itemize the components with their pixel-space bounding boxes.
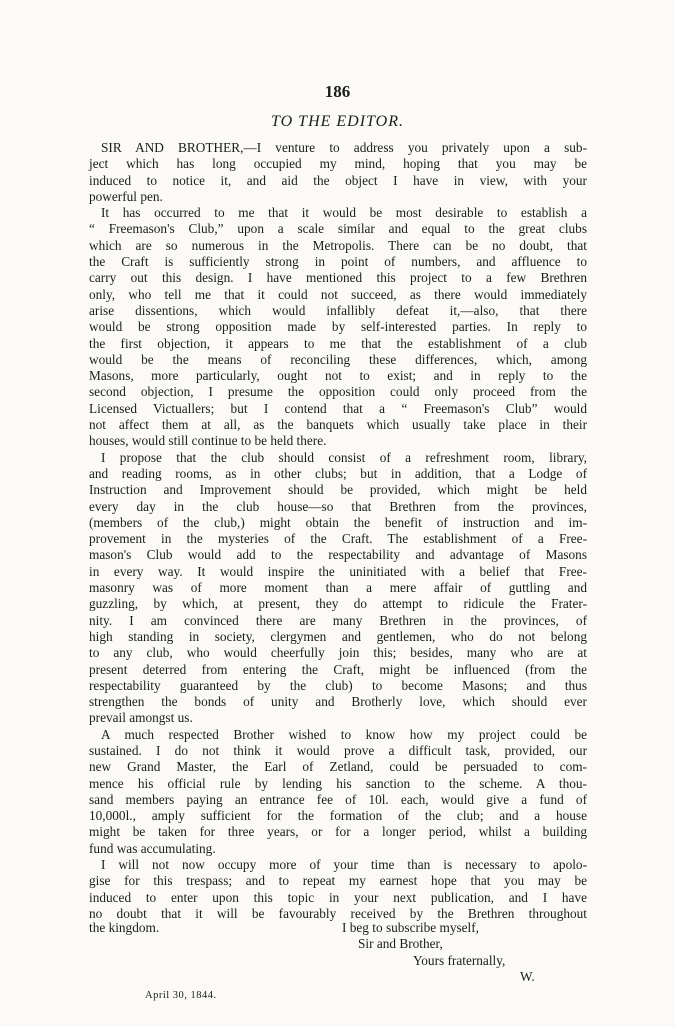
signature: W.: [520, 969, 535, 984]
body-line: I will not now occupy more of your time than is necessary to apolo-: [101, 857, 587, 873]
body-line: prevail amongst us.: [89, 710, 193, 726]
letter-body: [89, 140, 587, 922]
dateline: April 30, 1844.: [145, 990, 217, 1001]
body-line: strengthen the bonds of unity and Brotherly love, which should ever: [89, 694, 587, 710]
body-line: fund was accumulating.: [89, 840, 216, 856]
body-line: high standing in society, clergymen and gentlemen, who do not belong: [89, 628, 587, 644]
body-line: would be strong opposition made by self-interested parties. In reply to: [89, 319, 587, 335]
body-line: which are so numerous in the Metropolis. There can be no doubt, that: [89, 237, 587, 253]
body-line: second objection, I presume the opposition could only proceed from the: [89, 384, 587, 400]
body-line: guzzling, by which, at present, they do attempt to ridicule the Frater-: [89, 596, 587, 612]
body-line: the Craft is sufficiently strong in point of numbers, and affluence to: [89, 254, 587, 270]
body-line: SIR AND BROTHER,—I venture to address you privately upon a sub-: [101, 140, 587, 155]
body-line: I propose that the club should consist of a refreshment room, library,: [101, 449, 587, 465]
body-line: powerful pen.: [89, 188, 163, 204]
body-line: every day in the club house—so that Brethren from the provinces,: [89, 498, 587, 514]
closing-salutation: Sir and Brother,: [358, 936, 443, 951]
closing-kingdom-line: the kingdom.: [89, 920, 160, 935]
body-line: arise dissentions, which would infallibly defeat it,—also, that there: [89, 302, 587, 318]
body-line: provement in the mysteries of the Craft. The establishment of a Free-: [89, 531, 587, 547]
body-line: houses, would still continue to be held there.: [89, 433, 327, 449]
body-line: respectability guaranteed by the club) to become Masons; and thus: [89, 677, 587, 693]
body-line: and reading rooms, as in other clubs; but in addition, that a Lodge of: [89, 465, 587, 481]
body-line: might be taken for three years, or for a longer period, whilst a building: [89, 824, 587, 840]
body-line: not affect them at all, as the banquets which usually take place in their: [89, 417, 587, 433]
body-line: gise for this trespass; and to repeat my earnest hope that you may be: [89, 873, 587, 889]
letter-heading: TO THE EDITOR.: [271, 113, 404, 130]
body-line: Instruction and Improvement should be provided, which might be held: [89, 482, 587, 498]
body-line: (members of the club,) might obtain the benefit of instruction and im-: [89, 514, 587, 530]
page-number: 186: [324, 82, 351, 101]
body-line: carry out this design. I have mentioned this project to a few Brethren: [89, 270, 587, 286]
body-line: new Grand Master, the Earl of Zetland, could be persuaded to com-: [89, 759, 587, 775]
body-line: Masons, more particularly, ought not to exist; and in reply to the: [89, 368, 587, 384]
closing-yours: Yours fraternally,: [413, 953, 506, 968]
body-line: sustained. I do not think it would prove a difficult task, provided, our: [89, 742, 587, 758]
body-line: A much respected Brother wished to know how my project could be: [101, 726, 587, 742]
body-line: masonry was of more moment than a mere affair of guttling and: [89, 580, 587, 596]
body-line: ject which has long occupied my mind, hoping that you may be: [89, 156, 587, 172]
body-line: mason's Club would add to the respectability and advantage of Masons: [89, 547, 587, 563]
body-line: mence his official rule by lending his sanction to the scheme. A thou-: [89, 775, 587, 791]
body-line: “ Freemason's Club,” upon a scale similar and equal to the great clubs: [89, 221, 587, 237]
body-line: present deterred from entering the Craft, might be influenced (from the: [89, 661, 587, 677]
body-line: would be the means of reconciling these differences, which, among: [89, 351, 587, 367]
body-line: induced to enter upon this topic in your next publication, and I have: [89, 889, 587, 905]
body-line: in every way. It would inspire the uninitiated with a belief that Free-: [89, 563, 587, 579]
body-line: sand members paying an entrance fee of 10l. each, would give a fund of: [89, 791, 587, 807]
body-line: Licensed Victuallers; but I contend that a “ Freemason's Club” would: [89, 400, 587, 416]
body-line: nity. I am convinced there are many Brethren in the provinces, of: [89, 612, 587, 628]
body-line: only, who tell me that it could not succeed, as there would immediately: [89, 286, 587, 302]
closing-subscribe: I beg to subscribe myself,: [342, 920, 480, 935]
body-line: 10,000l., amply sufficient for the formation of the club; and a house: [89, 808, 587, 824]
body-line: no doubt that it will be favourably received by the Brethren throughout: [89, 905, 587, 921]
body-line: induced to notice it, and aid the object I have in view, with your: [89, 172, 587, 188]
body-line: the first objection, it appears to me that the establishment of a club: [89, 335, 587, 351]
body-line: to any club, who would cheerfully join this; besides, many who are at: [89, 645, 587, 661]
body-line: It has occurred to me that it would be most desirable to establish a: [101, 205, 587, 221]
